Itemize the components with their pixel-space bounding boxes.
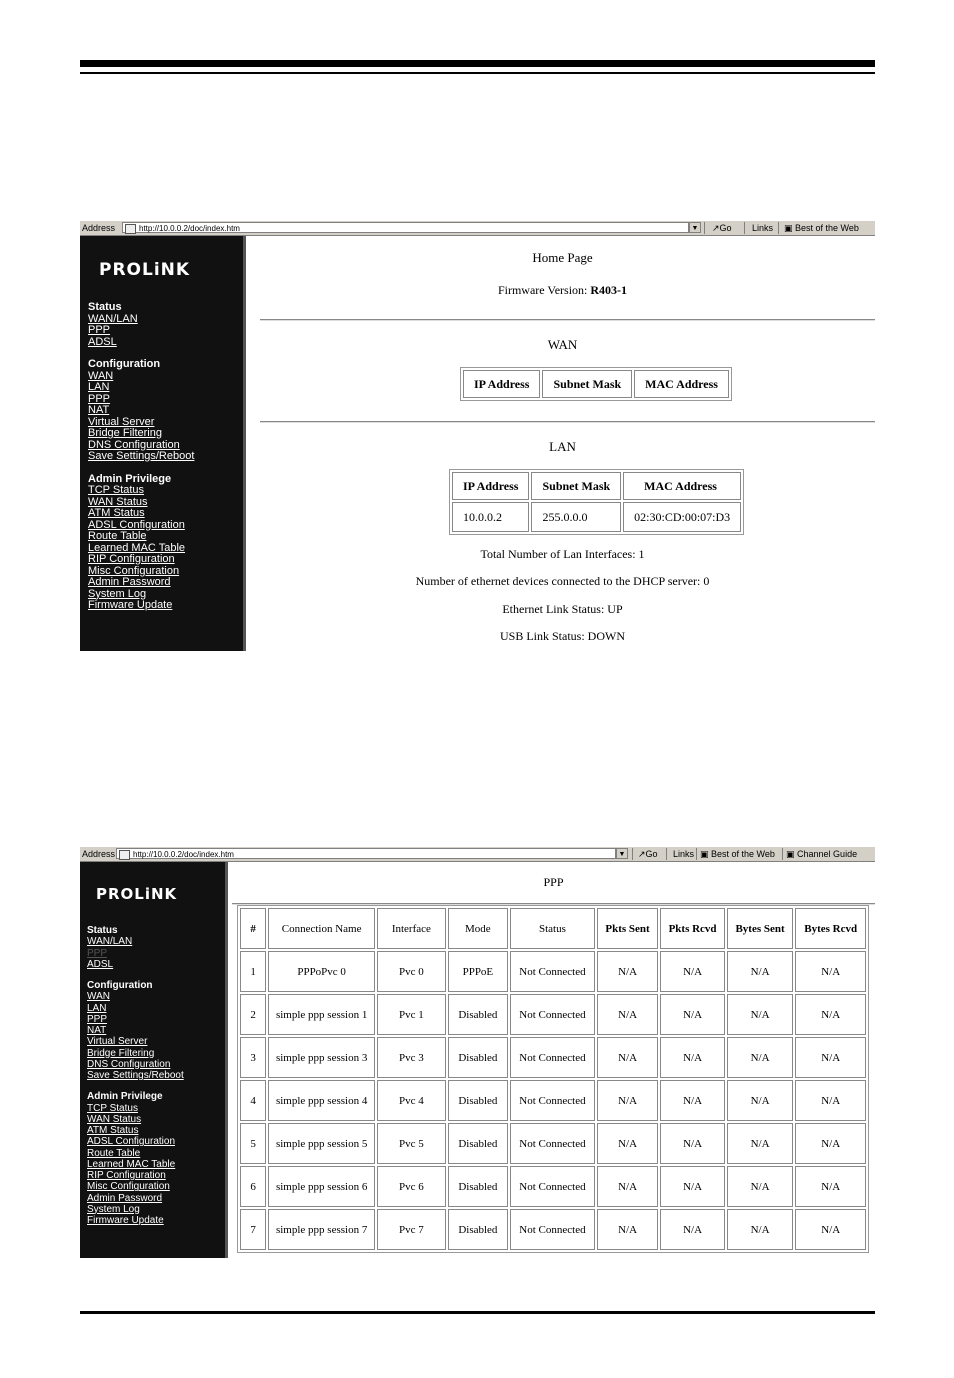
channel-guide-link[interactable] [786, 847, 857, 861]
menu-header-status: Status [87, 925, 118, 936]
page-icon [119, 850, 130, 860]
menu-item-learned-mac-table[interactable]: Learned MAC Table [88, 541, 186, 554]
cell-connection-name: simple ppp session 7 [268, 1209, 375, 1250]
cell-interface: Pvc 6 [377, 1166, 446, 1207]
status-line-dhcp-devices: Number of ethernet devices connected to the DHCP server: 0 [415, 574, 710, 588]
links-label[interactable]: Links [752, 223, 774, 233]
menu-header-status: Status [88, 301, 122, 313]
menu-item-virtual-server[interactable]: Virtual Server [87, 1036, 148, 1048]
menu-item-nat[interactable]: NAT [87, 1025, 107, 1036]
menu-item-rip-configuration[interactable]: RIP Configuration [88, 553, 175, 565]
sidebar-menu [87, 925, 184, 1226]
menu-item-ppp[interactable]: PPP [88, 392, 111, 405]
cell-connection-name: simple ppp session 6 [268, 1166, 375, 1207]
go-arrow-icon: ↗ [638, 849, 646, 859]
best-of-web-label: Best of the Web [795, 223, 859, 233]
screenshot-ppp-page [80, 847, 875, 1258]
toolbar-separator [704, 222, 705, 234]
cell-mode: Disabled [448, 1123, 508, 1164]
menu-item-bridge-filtering[interactable]: Bridge Filtering [88, 427, 162, 439]
cell-pkts-sent: N/A [597, 1209, 659, 1250]
links-label[interactable]: Links [673, 849, 695, 859]
cell-bytes-sent: N/A [727, 1166, 794, 1207]
cell-bytes-rcvd: N/A [795, 1209, 866, 1250]
cell-status: Not Connected [510, 1209, 595, 1250]
menu-item-adsl[interactable]: ADSL [87, 958, 114, 970]
sidebar-menu [88, 302, 194, 612]
cell-status: Not Connected [510, 1123, 595, 1164]
header-connection-name: Connection Name [268, 908, 375, 949]
go-arrow-icon: ↗ [712, 223, 720, 233]
lan-cell-ip: 10.0.0.2 [452, 502, 529, 532]
cell-pkts-rcvd: N/A [660, 1080, 725, 1121]
header-pkts-rcvd: Pkts Rcvd [660, 908, 725, 949]
cell-mode: Disabled [448, 1166, 508, 1207]
cell-bytes-sent: N/A [727, 994, 794, 1035]
ppp-connections-table [237, 905, 869, 1253]
cell-connection-name: simple ppp session 3 [268, 1037, 375, 1078]
cell-bytes-rcvd: N/A [795, 1166, 866, 1207]
go-label: Go [719, 223, 732, 233]
cell-interface: Pvc 1 [377, 994, 446, 1035]
menu-header-admin-privilege: Admin Privilege [88, 472, 172, 485]
menu-item-route-table[interactable]: Route Table [88, 530, 147, 542]
address-input[interactable] [116, 848, 616, 859]
cell-interface: Pvc 4 [377, 1080, 446, 1121]
cell-bytes-rcvd: N/A [795, 1037, 866, 1078]
cell-number: 3 [240, 1037, 266, 1078]
cell-number: 2 [240, 994, 266, 1035]
cell-bytes-sent: N/A [727, 1080, 794, 1121]
cell-interface: Pvc 5 [377, 1123, 446, 1164]
address-label: Address [82, 849, 116, 859]
cell-number: 7 [240, 1209, 266, 1250]
address-dropdown-button[interactable]: ▼ [616, 848, 628, 859]
sidebar-edge [225, 862, 228, 1258]
header-rule-thick [80, 60, 875, 67]
menu-item-lan[interactable]: LAN [87, 1002, 107, 1014]
header-mode: Mode [448, 908, 508, 949]
wan-title: WAN [547, 337, 578, 352]
lan-cell-mac: 02:30:CD:00:07:D3 [623, 502, 741, 532]
menu-header-configuration: Configuration [88, 358, 161, 370]
menu-item-route-table[interactable]: Route Table [87, 1147, 141, 1159]
cell-bytes-sent: N/A [727, 1209, 794, 1250]
menu-item-wan[interactable]: WAN [88, 369, 114, 382]
toolbar-separator [744, 222, 745, 234]
toolbar-separator [782, 848, 783, 860]
cell-pkts-rcvd: N/A [660, 1209, 725, 1250]
cell-interface: Pvc 0 [377, 951, 446, 992]
menu-item-wan-lan[interactable]: WAN/LAN [88, 312, 138, 325]
address-dropdown-button[interactable]: ▼ [689, 222, 701, 233]
go-label: Go [645, 849, 658, 859]
menu-item-virtual-server[interactable]: Virtual Server [88, 415, 155, 428]
table-row [240, 1037, 866, 1078]
divider [260, 421, 875, 423]
menu-item-atm-status[interactable]: ATM Status [88, 507, 145, 519]
link-page-icon: ▣ [700, 849, 709, 859]
menu-item-adsl-configuration[interactable]: ADSL Configuration [87, 1136, 176, 1148]
menu-item-nat[interactable]: NAT [88, 404, 110, 416]
toolbar-separator [666, 848, 667, 860]
firmware-label: Firmware Version: [497, 283, 588, 297]
lan-title: LAN [549, 439, 576, 454]
menu-item-system-log[interactable]: System Log [87, 1203, 140, 1215]
cell-bytes-rcvd: N/A [795, 994, 866, 1035]
cell-status: Not Connected [510, 951, 595, 992]
page-title: Home Page [532, 250, 593, 265]
cell-bytes-sent: N/A [727, 1123, 794, 1164]
address-bar [80, 847, 875, 862]
cell-connection-name: PPPoPvc 0 [268, 951, 375, 992]
address-input[interactable] [122, 222, 689, 233]
cell-number: 4 [240, 1080, 266, 1121]
cell-number: 5 [240, 1123, 266, 1164]
cell-status: Not Connected [510, 1037, 595, 1078]
header-pkts-sent: Pkts Sent [597, 908, 659, 949]
header-bytes-rcvd: Bytes Rcvd [795, 908, 866, 949]
table-row [240, 1123, 866, 1164]
cell-interface: Pvc 3 [377, 1037, 446, 1078]
table-body [240, 951, 866, 1250]
menu-item-lan[interactable]: LAN [88, 381, 110, 393]
lan-header-subnet: Subnet Mask [531, 472, 621, 500]
table-row [240, 1166, 866, 1207]
lan-cell-subnet: 255.0.0.0 [531, 502, 621, 532]
firmware-version [250, 283, 875, 298]
header-rule-thin [80, 72, 875, 74]
menu-item-ppp-status[interactable]: PPP [87, 947, 108, 959]
menu-item-wan-lan[interactable]: WAN/LAN [87, 936, 133, 948]
menu-item-misc-configuration[interactable]: Misc Configuration [88, 564, 180, 577]
menu-item-wan-status[interactable]: WAN Status [87, 1113, 142, 1125]
toolbar-separator [632, 848, 633, 860]
table-row [240, 1209, 866, 1250]
menu-item-wan-status[interactable]: WAN Status [88, 495, 148, 508]
menu-header-configuration: Configuration [87, 980, 153, 991]
sidebar [80, 236, 246, 651]
sidebar [80, 862, 228, 1258]
status-line-lan-interfaces: Total Number of Lan Interfaces: 1 [480, 547, 645, 561]
cell-pkts-rcvd: N/A [660, 994, 725, 1035]
header-bytes-sent: Bytes Sent [727, 908, 794, 949]
menu-item-rip-configuration[interactable]: RIP Configuration [87, 1170, 166, 1181]
go-button[interactable] [638, 847, 658, 861]
firmware-value: R403-1 [590, 283, 628, 297]
menu-item-dns-configuration[interactable]: DNS Configuration [87, 1058, 171, 1070]
menu-item-ppp[interactable]: PPP [87, 1013, 108, 1025]
status-line-ethernet-link: Ethernet Link Status: UP [502, 602, 623, 616]
wan-header-ip: IP Address [463, 370, 540, 398]
menu-item-atm-status[interactable]: ATM Status [87, 1125, 139, 1136]
prolink-logo: PROLiNK [99, 260, 191, 280]
menu-item-adsl-configuration[interactable]: ADSL Configuration [88, 518, 185, 531]
cell-status: Not Connected [510, 994, 595, 1035]
lan-table [449, 469, 744, 535]
menu-item-firmware-update[interactable]: Firmware Update [87, 1215, 164, 1226]
table-row [240, 1080, 866, 1121]
channel-guide-label: Channel Guide [797, 849, 858, 859]
cell-bytes-rcvd: N/A [795, 1123, 866, 1164]
wan-header-subnet: Subnet Mask [542, 370, 632, 398]
best-of-web-label: Best of the Web [711, 849, 775, 859]
table-row [240, 994, 866, 1035]
header-number: # [240, 908, 266, 949]
cell-pkts-sent: N/A [597, 1123, 659, 1164]
best-of-web-link[interactable] [784, 221, 859, 235]
cell-pkts-rcvd: N/A [660, 951, 725, 992]
cell-mode: Disabled [448, 1209, 508, 1250]
divider [260, 319, 875, 321]
menu-item-ppp-status[interactable]: PPP [88, 324, 111, 336]
cell-connection-name: simple ppp session 4 [268, 1080, 375, 1121]
cell-bytes-rcvd: N/A [795, 951, 866, 992]
cell-pkts-rcvd: N/A [660, 1123, 725, 1164]
sidebar-edge [243, 236, 246, 651]
cell-pkts-sent: N/A [597, 1166, 659, 1207]
menu-item-misc-configuration[interactable]: Misc Configuration [87, 1181, 170, 1193]
footer-rule [80, 1311, 875, 1314]
menu-item-learned-mac-table[interactable]: Learned MAC Table [87, 1158, 176, 1170]
header-status: Status [510, 908, 595, 949]
main-content [232, 862, 875, 1258]
table-row [240, 951, 866, 992]
cell-number: 6 [240, 1166, 266, 1207]
page-icon [125, 224, 136, 234]
table-header-row [240, 908, 866, 949]
cell-status: Not Connected [510, 1166, 595, 1207]
cell-pkts-sent: N/A [597, 1037, 659, 1078]
menu-item-dns-configuration[interactable]: DNS Configuration [88, 438, 180, 451]
menu-item-system-log[interactable]: System Log [88, 587, 147, 600]
cell-pkts-sent: N/A [597, 951, 659, 992]
menu-header-admin-privilege: Admin Privilege [87, 1091, 163, 1103]
menu-item-adsl[interactable]: ADSL [88, 335, 117, 348]
page-title: PPP [543, 875, 564, 889]
cell-mode: PPPoE [448, 951, 508, 992]
go-button[interactable] [712, 221, 732, 235]
menu-item-tcp-status[interactable]: TCP Status [87, 1102, 138, 1114]
cell-connection-name: simple ppp session 1 [268, 994, 375, 1035]
link-page-icon: ▣ [786, 849, 795, 859]
menu-item-firmware-update[interactable]: Firmware Update [88, 599, 173, 611]
cell-bytes-sent: N/A [727, 951, 794, 992]
menu-item-admin-password[interactable]: Admin Password [87, 1192, 163, 1204]
cell-pkts-rcvd: N/A [660, 1037, 725, 1078]
cell-status: Not Connected [510, 1080, 595, 1121]
wan-header-mac: MAC Address [634, 370, 729, 398]
cell-number: 1 [240, 951, 266, 992]
screenshot-home-page [80, 221, 875, 651]
menu-item-save-settings-reboot[interactable]: Save Settings/Reboot [88, 450, 195, 462]
cell-pkts-rcvd: N/A [660, 1166, 725, 1207]
address-label: Address [82, 223, 116, 233]
header-interface: Interface [377, 908, 446, 949]
menu-item-admin-password[interactable]: Admin Password [88, 576, 171, 588]
menu-item-tcp-status[interactable]: TCP Status [88, 484, 145, 496]
address-bar [80, 221, 875, 236]
cell-mode: Disabled [448, 994, 508, 1035]
menu-item-wan[interactable]: WAN [87, 991, 110, 1003]
menu-item-save-settings-reboot[interactable]: Save Settings/Reboot [87, 1070, 184, 1081]
cell-bytes-sent: N/A [727, 1037, 794, 1078]
cell-bytes-rcvd: N/A [795, 1080, 866, 1121]
lan-header-ip: IP Address [452, 472, 529, 500]
cell-pkts-sent: N/A [597, 1080, 659, 1121]
toolbar-separator [696, 848, 697, 860]
link-page-icon: ▣ [784, 223, 793, 233]
cell-connection-name: simple ppp session 5 [268, 1123, 375, 1164]
prolink-logo: PROLiNK [96, 885, 178, 903]
best-of-web-link[interactable] [700, 847, 775, 861]
main-content [250, 236, 875, 651]
url-text: http://10.0.0.2/doc/index.htm [133, 850, 234, 859]
cell-mode: Disabled [448, 1037, 508, 1078]
url-text: http://10.0.0.2/doc/index.htm [139, 224, 240, 233]
toolbar-separator [778, 222, 779, 234]
cell-interface: Pvc 7 [377, 1209, 446, 1250]
cell-pkts-sent: N/A [597, 994, 659, 1035]
lan-header-mac: MAC Address [623, 472, 741, 500]
cell-mode: Disabled [448, 1080, 508, 1121]
wan-table [460, 367, 732, 401]
menu-item-bridge-filtering[interactable]: Bridge Filtering [87, 1047, 155, 1059]
status-line-usb-link: USB Link Status: DOWN [499, 629, 625, 643]
